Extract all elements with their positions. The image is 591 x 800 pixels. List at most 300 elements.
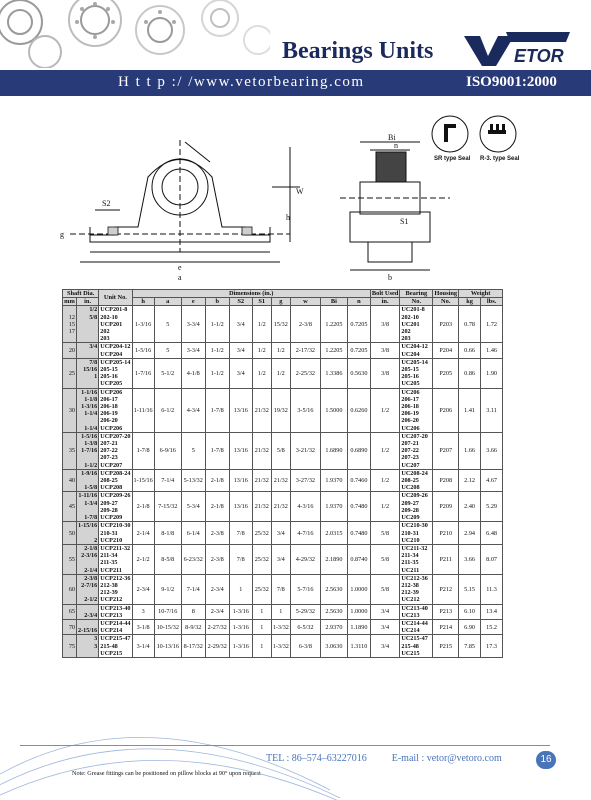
dimension-cell: 10-7/16 — [154, 604, 181, 619]
shaft-in-cell: 1/2 5/8 — [77, 306, 99, 343]
dimension-cell: 2.5630 — [320, 604, 347, 619]
table-row — [63, 522, 503, 545]
dimension-cell: 2-17/32 — [290, 343, 320, 358]
dimension-cell: 8-9/32 — [181, 619, 205, 634]
unit-no-cell: UCP206 206-17 206-18 206-19 206-20 UCP206 — [99, 388, 132, 432]
dimension-cell: 2-1/4 — [132, 522, 154, 545]
shaft-mm-cell: 55 — [63, 544, 77, 574]
dimension-cell: 1-15/16 — [132, 469, 154, 492]
dimension-cell: 7-1/4 — [181, 574, 205, 604]
dimension-cell: 1.6890 — [320, 432, 347, 469]
dimension-cell: 2-3/8 — [290, 306, 320, 343]
col-shaft-dia: Shaft Dia. — [63, 290, 99, 298]
housing-no-cell: P204 — [433, 343, 459, 358]
weight-lbs-cell: 5.29 — [481, 492, 503, 522]
dimension-cell: 4-3/16 — [290, 492, 320, 522]
weight-kg-cell: 2.12 — [459, 469, 481, 492]
dimension-cell: 1-1/2 — [205, 306, 229, 343]
grease-note: Note: Grease fittings can be positioned on pillow blocks at 90° upon request — [72, 770, 261, 777]
housing-no-cell: P208 — [433, 469, 459, 492]
dimension-cell: 2-29/32 — [205, 635, 229, 658]
col-n: n — [347, 298, 370, 306]
bolt-cell: 1/2 — [370, 469, 399, 492]
dimension-cell: 1 — [252, 635, 271, 658]
dimension-cell: 5/8 — [271, 432, 290, 469]
col-housing: Housing — [434, 290, 458, 297]
dimension-cell: 3-3/4 — [181, 343, 205, 358]
col-bolt-in: in. — [370, 298, 399, 306]
dimension-cell: 6-3/8 — [290, 635, 320, 658]
dimension-cell: 19/32 — [271, 388, 290, 432]
dimension-cell: 1.5000 — [320, 388, 347, 432]
dimension-cell: 15/32 — [271, 306, 290, 343]
dimension-cell: 4-1/8 — [181, 358, 205, 388]
weight-kg-cell: 0.66 — [459, 343, 481, 358]
svg-text:a: a — [178, 273, 182, 282]
dimension-cell: 1/2 — [252, 343, 271, 358]
dimension-cell: 3.0630 — [320, 635, 347, 658]
dimension-cell: 2-1/8 — [132, 492, 154, 522]
dimension-cell: 8-17/32 — [181, 635, 205, 658]
shaft-in-cell: 7/8 15/16 1 — [77, 358, 99, 388]
weight-lbs-cell: 17.3 — [481, 635, 503, 658]
bolt-cell: 1/2 — [370, 492, 399, 522]
dimension-cell: 2-3/4 — [132, 574, 154, 604]
weight-kg-cell: 1.41 — [459, 388, 481, 432]
dimension-cell: 1-1/2 — [205, 358, 229, 388]
shaft-mm-cell: 50 — [63, 522, 77, 545]
weight-lbs-cell: 15.2 — [481, 619, 503, 634]
dimension-cell: 2.0315 — [320, 522, 347, 545]
table-row — [63, 544, 503, 574]
col-bolt-used: Bolt Used — [371, 290, 399, 297]
bearing-no-cell: UC209-26 209-27 209-28 UC209 — [400, 492, 433, 522]
dimension-cell: 1.0000 — [347, 604, 370, 619]
decorative-arcs — [0, 640, 591, 800]
dimension-cell: 1-3/16 — [132, 306, 154, 343]
table-row — [63, 343, 503, 358]
weight-kg-cell: 6.90 — [459, 619, 481, 634]
dimension-cell: 0.7480 — [347, 522, 370, 545]
weight-kg-cell: 1.66 — [459, 432, 481, 469]
weight-lbs-cell: 13.4 — [481, 604, 503, 619]
footer-email[interactable]: E-mail : vetor@vetoro.com — [391, 753, 502, 764]
dimension-cell: 6-1/2 — [154, 388, 181, 432]
dimension-cell: 0.7460 — [347, 469, 370, 492]
dimension-cell: 1-1/2 — [205, 343, 229, 358]
bearing-no-cell: UC206 206-17 206-18 206-19 206-20 UC206 — [400, 388, 433, 432]
bearing-units-table — [62, 289, 503, 658]
dimension-cell: 3/4 — [229, 343, 252, 358]
dimension-cell: 5-13/32 — [181, 469, 205, 492]
dimension-cell: 1-3/16 — [229, 635, 252, 658]
shaft-mm-cell: 35 — [63, 432, 77, 469]
col-b: b — [205, 298, 229, 306]
bolt-cell: 5/8 — [370, 522, 399, 545]
dimension-cell: 21/32 — [252, 469, 271, 492]
bearing-no-cell: UC213-40 UC213 — [400, 604, 433, 619]
unit-no-cell: UCP211-32 211-34 211-35 UCP211 — [100, 544, 131, 574]
col-weight: Weight — [459, 290, 503, 298]
shaft-mm-cell: 12 15 17 — [63, 306, 77, 343]
col-unit-no: Unit No. — [99, 290, 132, 306]
dimension-cell: 1 — [271, 604, 290, 619]
dimension-cell: 21/32 — [252, 432, 271, 469]
shaft-in-cell: 2-1/8 2-3/16 2-1/4 — [77, 544, 99, 574]
dimension-cell: 2-3/8 — [205, 544, 229, 574]
dimension-cell: 1-3/32 — [271, 619, 290, 634]
iso-certification: ISO9001:2000 — [466, 74, 557, 90]
bearing-no-cell: UC201-8 202-10 UC201 202 203 — [400, 306, 433, 343]
unit-no-cell: UCP214-44 UCP214 — [100, 619, 131, 635]
weight-kg-cell: 0.78 — [459, 306, 481, 343]
bearing-no-cell: UC205-14 205-15 205-16 UC205 — [400, 358, 433, 388]
bearing-no-cell: UC207-20 207-21 207-22 207-23 UC207 — [400, 432, 433, 469]
dimension-cell: 21/32 — [271, 469, 290, 492]
housing-no-cell: P213 — [433, 604, 459, 619]
dimension-cell: 9-1/2 — [154, 574, 181, 604]
dimension-cell: 4-3/4 — [181, 388, 205, 432]
unit-no-cell: UCP213-40 UCP213 — [100, 604, 131, 619]
col-in: in. — [77, 298, 99, 306]
svg-text:ETOR: ETOR — [514, 46, 564, 66]
dimension-cell: 3/4 — [229, 358, 252, 388]
dimension-cell: 1/2 — [252, 358, 271, 388]
col-w: w — [290, 298, 320, 306]
dimension-cell: 6-9/16 — [154, 432, 181, 469]
bearing-no-cell: UC212-36 212-38 212-39 UC212 — [400, 574, 433, 604]
bolt-cell: 1/2 — [370, 388, 399, 432]
svg-text:S1: S1 — [400, 217, 409, 226]
dimension-cell: 0.7205 — [347, 343, 370, 358]
dimension-cell: 2-3/4 — [205, 604, 229, 619]
col-a: a — [154, 298, 181, 306]
col-bi: Bi — [320, 298, 347, 306]
col-h: h — [132, 298, 154, 306]
dimension-cell: 7-15/32 — [154, 492, 181, 522]
table-row — [63, 619, 503, 634]
shaft-in-cell: 1-15/16 2 — [78, 522, 98, 544]
svg-text:e: e — [178, 263, 182, 272]
weight-kg-cell: 6.10 — [459, 604, 481, 619]
shaft-in-cell: 3 3 — [77, 635, 99, 658]
footer-contact — [266, 753, 502, 764]
dimension-cell: 2.9370 — [320, 619, 347, 634]
dimension-cell: 7/8 — [229, 522, 252, 545]
dimension-cell: 1.9370 — [320, 469, 347, 492]
col-mm: mm — [64, 298, 75, 306]
dimension-cell: 6-1/4 — [181, 522, 205, 545]
svg-text:g: g — [60, 230, 64, 239]
bearing-no-cell: UC215-47 215-48 UC215 — [400, 635, 433, 658]
dimension-cell: 0.8740 — [347, 544, 370, 574]
dimension-cell: 2-25/32 — [290, 358, 320, 388]
weight-lbs-cell: 1.90 — [481, 358, 503, 388]
bearing-no-cell: UC204-12 UC204 — [400, 343, 433, 358]
table-header-row-1 — [63, 290, 503, 298]
bolt-cell: 3/8 — [370, 306, 399, 343]
col-e: e — [181, 298, 205, 306]
unit-no-cell: UCP207-20 207-21 207-22 207-23 UCP207 — [100, 432, 131, 469]
housing-no-cell: P215 — [433, 635, 459, 658]
weight-kg-cell: 5.15 — [459, 574, 481, 604]
dimension-cell: 4-7/16 — [290, 522, 320, 545]
dimension-cell: 0.5630 — [347, 358, 370, 388]
dimension-cell: 8 — [181, 604, 205, 619]
shaft-in-cell: 2-3/8 2-7/16 2-1/2 — [77, 574, 99, 604]
col-dimensions: Dimensions (in.) — [132, 290, 370, 298]
dimension-cell: 7/8 — [271, 574, 290, 604]
dimension-cell: 1.3110 — [347, 635, 370, 658]
dimension-cell: 1.3386 — [320, 358, 347, 388]
dimension-cell: 3-1/4 — [132, 635, 154, 658]
dimension-cell: 5 — [154, 343, 181, 358]
dimension-cell: 3/4 — [229, 306, 252, 343]
table-row — [63, 469, 503, 492]
dimension-cell: 6-23/32 — [181, 544, 205, 574]
svg-text:h: h — [286, 213, 290, 222]
dimension-cell: 1.2205 — [320, 306, 347, 343]
dimension-cell: 3 — [132, 604, 154, 619]
dimension-cell: 3-3/4 — [181, 306, 205, 343]
weight-lbs-cell: 4.67 — [481, 469, 503, 492]
dimension-cell: 2-27/32 — [205, 619, 229, 634]
housing-no-cell: P203 — [433, 306, 459, 343]
svg-text:W: W — [296, 187, 304, 196]
dimension-cell: 21/32 — [252, 492, 271, 522]
shaft-mm-cell: 45 — [63, 492, 77, 522]
col-g: g — [271, 298, 290, 306]
weight-lbs-cell: 3.66 — [481, 432, 503, 469]
dimension-cell: 10-13/16 — [154, 635, 181, 658]
shaft-mm-cell: 70 — [63, 619, 77, 634]
weight-kg-cell: 7.85 — [459, 635, 481, 658]
dimension-cell: 6-5/32 — [290, 619, 320, 634]
bolt-cell: 3/4 — [370, 619, 399, 634]
dimension-cell: 0.6260 — [347, 388, 370, 432]
dimension-cell: 13/16 — [229, 492, 252, 522]
svg-text:Bi: Bi — [388, 133, 396, 142]
bearing-photo-strip — [0, 0, 270, 68]
dimension-cell: 1.0000 — [347, 574, 370, 604]
housing-no-cell: P214 — [433, 619, 459, 634]
r3-seal-label: R-3. type Seal — [480, 156, 520, 162]
dimension-cell: 4-29/32 — [290, 544, 320, 574]
dimension-cell: 2-1/2 — [132, 544, 154, 574]
weight-kg-cell: 3.66 — [459, 544, 481, 574]
dimension-cell: 1/2 — [271, 358, 290, 388]
weight-lbs-cell: 3.11 — [481, 388, 503, 432]
weight-lbs-cell: 1.72 — [481, 306, 503, 343]
dimension-cell: 1-7/8 — [205, 432, 229, 469]
bearing-no-cell: UC214-44 UC214 — [400, 619, 433, 634]
weight-kg-cell: 0.86 — [459, 358, 481, 388]
unit-no-cell: UCP208-24 208-25 UCP208 — [100, 469, 131, 492]
dimension-cell: 25/32 — [252, 522, 271, 545]
unit-no-cell: UCP210-30 210-31 UCP210 — [100, 522, 131, 544]
svg-text:b: b — [388, 273, 392, 282]
dimension-cell: 5-29/32 — [290, 604, 320, 619]
dimension-cell: 0.7480 — [347, 492, 370, 522]
dimension-cell: 2-1/8 — [205, 469, 229, 492]
bolt-cell: 3/8 — [370, 358, 399, 388]
dimension-cell: 3/4 — [271, 544, 290, 574]
dimension-cell: 5 — [154, 306, 181, 343]
bolt-cell: 1/2 — [370, 432, 399, 469]
dimension-cell: 1/2 — [252, 306, 271, 343]
housing-no-cell: P206 — [433, 388, 459, 432]
bolt-cell: 3/4 — [370, 604, 399, 619]
col-s2: S2 — [229, 298, 252, 306]
footer-rule — [20, 745, 550, 746]
bolt-cell: 3/8 — [370, 343, 399, 358]
bolt-cell: 5/8 — [370, 574, 399, 604]
weight-lbs-cell: 11.3 — [481, 574, 503, 604]
col-kg: kg — [459, 298, 481, 306]
col-housing-no: No. — [433, 298, 459, 306]
shaft-in-cell: 1-11/16 1-3/4 1-7/8 — [78, 492, 98, 522]
dimension-cell: 13/16 — [229, 432, 252, 469]
dimension-cell: 1-11/16 — [132, 388, 154, 432]
dimension-cell: 21/32 — [252, 388, 271, 432]
table-row — [63, 492, 503, 522]
unit-no-cell: UCP201-8 202-10 UCP201 202 203 — [99, 306, 132, 343]
shaft-mm-cell: 25 — [63, 358, 77, 388]
housing-no-cell: P205 — [433, 358, 459, 388]
dimension-cell: 8-5/8 — [154, 544, 181, 574]
bolt-cell: 5/8 — [370, 544, 399, 574]
dimension-cell: 3-5/16 — [290, 388, 320, 432]
unit-no-cell: UCP204-12 UCP204 — [100, 343, 131, 358]
dimension-cell: 1-7/8 — [132, 432, 154, 469]
unit-no-cell: UCP212-36 212-38 212-39 UCP212 — [100, 574, 131, 604]
shaft-in-cell: 1-5/16 1-3/8 1-7/16 1-1/2 — [77, 432, 99, 469]
dimension-cell: 1 — [252, 619, 271, 634]
weight-kg-cell: 2.40 — [459, 492, 481, 522]
dimension-cell: 1.1890 — [347, 619, 370, 634]
page-title: Bearings Units — [282, 38, 434, 64]
shaft-mm-cell: 20 — [63, 343, 77, 358]
shaft-mm-cell: 60 — [63, 574, 77, 604]
col-bearing-no: No. — [400, 298, 433, 306]
weight-lbs-cell: 1.46 — [481, 343, 503, 358]
dimension-cell: 5-1/2 — [154, 358, 181, 388]
housing-no-cell: P209 — [433, 492, 459, 522]
dimension-cell: 1/2 — [271, 343, 290, 358]
dimension-cell: 1.2205 — [320, 343, 347, 358]
pillow-block-diagram — [50, 112, 530, 290]
dimension-cell: 2.1890 — [320, 544, 347, 574]
website-url[interactable]: H t t p :/ /www.vetorbearing.com — [118, 74, 365, 90]
svg-text:n: n — [394, 141, 398, 150]
dimension-cell: 3-27/32 — [290, 469, 320, 492]
table-row — [63, 432, 503, 469]
unit-no-cell: UCP209-26 209-27 209-28 UCP209 — [100, 492, 131, 522]
table-row — [63, 306, 503, 343]
shaft-mm-cell: 75 — [63, 635, 77, 658]
shaft-in-cell: 1-1/16 1-1/8 1-3/16 1-1/4 1-1/4 — [77, 388, 99, 432]
vetor-logo — [462, 28, 572, 70]
dimension-cell: 1.9370 — [320, 492, 347, 522]
table-body — [63, 306, 503, 658]
page-number: 16 — [536, 751, 556, 769]
dimension-cell: 21/32 — [271, 492, 290, 522]
housing-no-cell: P210 — [433, 522, 459, 545]
shaft-in-cell: 1-9/16 1-5/8 — [77, 469, 99, 492]
dimension-cell: 2.5630 — [320, 574, 347, 604]
dimension-cell: 5-7/16 — [290, 574, 320, 604]
dimension-cell: 3/4 — [271, 522, 290, 545]
dimension-cell: 25/32 — [252, 544, 271, 574]
dimension-cell: 1 — [252, 604, 271, 619]
table-row — [63, 388, 503, 432]
dimension-cell: 1-5/16 — [132, 343, 154, 358]
housing-no-cell: P211 — [433, 544, 459, 574]
shaft-in-cell: 2-3/4 — [77, 604, 99, 619]
dimension-cell: 10-15/32 — [154, 619, 181, 634]
page-header — [0, 0, 591, 97]
unit-no-cell: UCP215-47 215-48 UCP215 — [100, 635, 131, 657]
dimension-cell: 5-3/4 — [181, 492, 205, 522]
bolt-cell: 3/4 — [370, 635, 399, 658]
dimension-cell: 2-3/8 — [205, 522, 229, 545]
sr-seal-label: SR type Seal — [434, 156, 471, 162]
dimension-cell: 13/16 — [229, 469, 252, 492]
dimension-cell: 8-1/8 — [154, 522, 181, 545]
dimension-cell: 2-1/8 — [205, 492, 229, 522]
dimension-cell: 0.7205 — [347, 306, 370, 343]
bearing-no-cell: UC211-32 211-34 211-35 UC211 — [400, 544, 433, 574]
unit-no-cell: UCP205-14 205-15 205-16 UCP205 — [100, 358, 131, 388]
housing-no-cell: P212 — [433, 574, 459, 604]
dimension-cell: 1-3/16 — [229, 619, 252, 634]
dimension-cell: 0.6890 — [347, 432, 370, 469]
col-bearing: Bearing — [400, 290, 433, 298]
col-s1: S1 — [252, 298, 271, 306]
weight-kg-cell: 2.94 — [459, 522, 481, 545]
dimension-cell: 1-7/16 — [132, 358, 154, 388]
shaft-mm-cell: 30 — [63, 388, 77, 432]
bearing-no-cell: UC208-24 208-25 UC208 — [400, 469, 433, 492]
dimension-cell: 1-7/8 — [205, 388, 229, 432]
weight-lbs-cell: 8.07 — [481, 544, 503, 574]
table-row — [63, 604, 503, 619]
dimension-cell: 1 — [229, 574, 252, 604]
dimension-cell: 5 — [181, 432, 205, 469]
dimension-cell: 2-3/4 — [205, 574, 229, 604]
svg-text:S2: S2 — [102, 199, 111, 208]
shaft-mm-cell: 65 — [63, 604, 77, 619]
footer-tel: TEL : 86–574–63227016 — [266, 753, 367, 764]
table-row — [63, 574, 503, 604]
dimension-cell: 1-3/16 — [229, 604, 252, 619]
dimension-cell: 3-21/32 — [290, 432, 320, 469]
housing-no-cell: P207 — [433, 432, 459, 469]
dimension-cell: 13/16 — [229, 388, 252, 432]
weight-lbs-cell: 6.48 — [481, 522, 503, 545]
shaft-mm-cell: 40 — [63, 469, 77, 492]
shaft-in-cell: 3/4 — [77, 343, 99, 358]
dimension-cell: 3-1/8 — [132, 619, 154, 634]
shaft-in-cell: 2-15/16 — [77, 619, 99, 634]
dimension-cell: 7/8 — [229, 544, 252, 574]
bearing-no-cell: UC210-30 210-31 UC210 — [400, 522, 433, 545]
dimension-cell: 25/32 — [252, 574, 271, 604]
table-row — [63, 358, 503, 388]
dimension-cell: 7-1/4 — [154, 469, 181, 492]
dimension-cell: 1-3/32 — [271, 635, 290, 658]
col-lbs: lbs. — [481, 298, 503, 306]
